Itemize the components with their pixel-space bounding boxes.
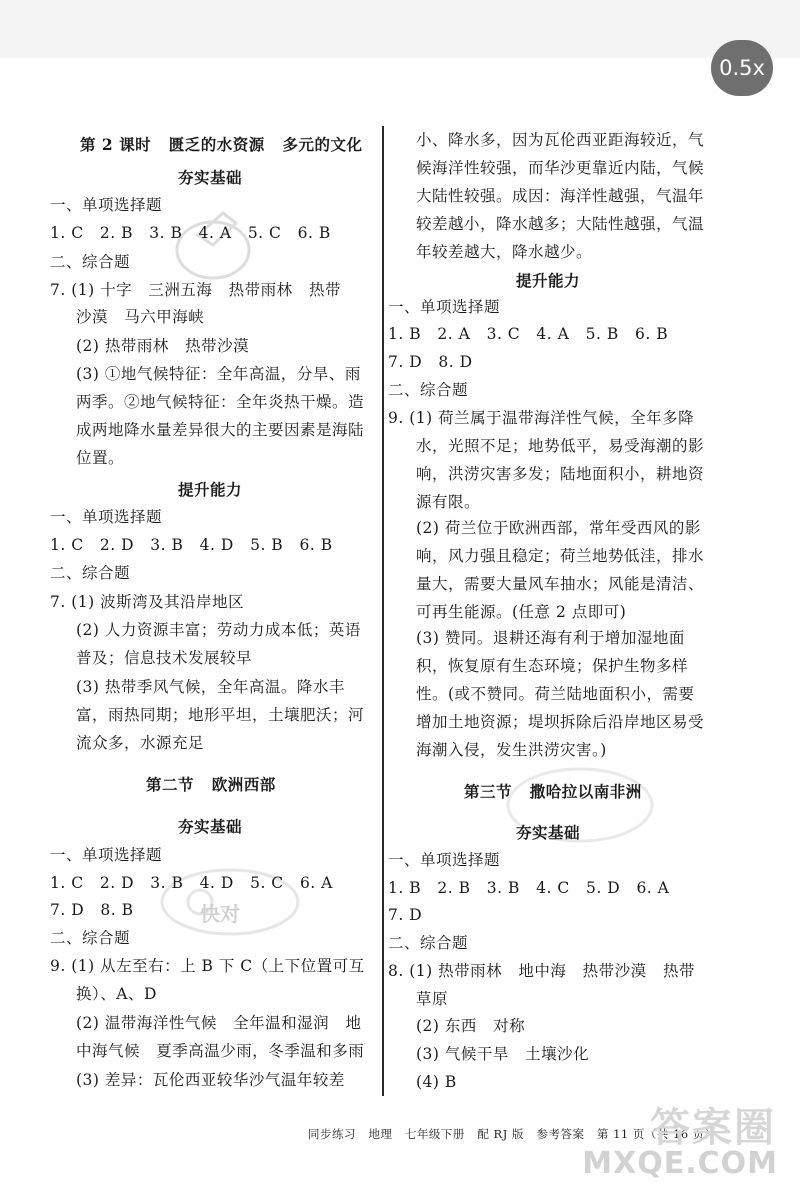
answer-line: 二、综合题 [388, 381, 469, 399]
answer-line: 1. C 2. D 3. B 4. D 5. C 6. A [50, 874, 333, 892]
section-heading: 提升能力 [516, 271, 581, 290]
answer-line: 大陆性较强。成因：海洋性越强，气温年 [416, 187, 705, 205]
answer-line: 1. C 2. B 3. B 4. A 5. C 6. B [50, 224, 331, 242]
answer-line: 中海气候 夏季高温少雨，冬季温和多雨 [76, 1042, 365, 1060]
answer-line: 水，光照不足；地势低平，易受海潮的影 [416, 437, 705, 455]
answer-line: 二、综合题 [50, 253, 131, 271]
answer-line: 7. D 8. D [388, 353, 473, 371]
answer-line: 量大，需要大量风车抽水；风能是清洁、 [416, 575, 705, 593]
answer-line: (3) 赞同。退耕还海有利于增加湿地面 [416, 629, 685, 647]
answer-line: 响，洪涝灾害多发；陆地面积小，耕地资 [416, 465, 705, 483]
answer-line: 普及；信息技术发展较早 [76, 649, 253, 667]
answer-line: (3) ①地气候特征：全年高温，分旱、雨 [76, 365, 361, 383]
answer-line: 性。(或不赞同。荷兰陆地面积小，需要 [416, 685, 695, 703]
answer-line: 成两地降水量差异很大的主要因素是海陆 [76, 421, 365, 439]
answer-line: 1. B 2. A 3. C 4. A 5. B 6. B [388, 325, 669, 343]
answer-line: (4) B [416, 1073, 457, 1091]
answer-line: 一、单项选择题 [50, 196, 163, 214]
answer-line: (3) 热带季风气候，全年高温。降水丰 [76, 678, 345, 696]
answer-line: 二、综合题 [50, 929, 131, 947]
answer-line: 较差越小，降水越多；大陆性越强，气温 [416, 215, 705, 233]
answer-line: 8. (1) 热带雨林 地中海 热带沙漠 热带 [388, 962, 695, 980]
answer-line: 一、单项选择题 [50, 846, 163, 864]
answer-line: 响，风力强且稳定；荷兰地势低洼，排水 [416, 547, 705, 565]
section-heading: 提升能力 [178, 480, 243, 499]
answer-line: 7. D 8. B [50, 901, 134, 919]
answer-line: 位置。 [76, 449, 125, 467]
kuaidui-stamp-icon [168, 205, 258, 285]
answer-line: 9. (1) 荷兰属于温带海洋性气候，全年多降 [388, 409, 695, 427]
answer-line: (2) 人力资源丰富；劳动力成本低；英语 [76, 621, 361, 639]
answer-line: 换）、A、D [76, 985, 157, 1003]
answer-line: 小、降水多，因为瓦伦西亚距海较近，气 [416, 131, 705, 149]
answer-line: 1. C 2. D 3. B 4. D 5. B 6. B [50, 536, 333, 554]
answer-line: 海潮入侵，发生洪涝灾害。) [416, 741, 607, 759]
watermark-url: MXQE.COM [582, 1146, 778, 1181]
answer-line: (2) 东西 对称 [416, 1017, 526, 1035]
answer-line: 7. D [388, 906, 423, 924]
answer-line: 二、综合题 [388, 934, 469, 952]
answer-line: 候海洋性较强，而华沙更靠近内陆，气候 [416, 159, 705, 177]
answer-line: 可再生能源。(任意 2 点即可) [416, 603, 627, 621]
section-heading: 夯实基础 [178, 168, 243, 187]
answer-line: 流众多，水源充足 [76, 734, 205, 752]
viewer-top-bar [0, 0, 800, 58]
answer-line: 9. (1) 从左至右：上 B 下 C（上下位置可互 [50, 957, 365, 975]
answer-line: 富，雨热同期；地形平坦，土壤肥沃；河 [76, 706, 365, 724]
zoom-level-button[interactable]: 0.5x [711, 40, 773, 96]
answer-line: (2) 荷兰位于欧洲西部，常年受西风的影 [416, 519, 701, 537]
watermark-brand: 答案圈 [650, 1105, 776, 1151]
kuaidui-stamp-label: 快对 [200, 902, 240, 926]
section-heading: 夯实基础 [516, 823, 581, 842]
answer-line: 年较差越大，降水越少。 [416, 243, 593, 261]
answer-line: 积，恢复原有生态环境；保护生物多样 [416, 657, 689, 675]
answer-line: 源有限。 [416, 493, 481, 511]
answer-line: (3) 气候干旱 土壤沙化 [416, 1045, 590, 1063]
chapter-section-title: 第二节 欧洲西部 [146, 775, 276, 794]
answer-line: 两季。②地气候特征：全年炎热干燥。造 [76, 393, 365, 411]
answer-line: 7. (1) 十字 三洲五海 热带雨林 热带 [50, 281, 341, 299]
chapter-section-title: 第三节 撒哈拉以南非洲 [464, 782, 642, 801]
section-heading: 夯实基础 [178, 817, 243, 836]
answer-line: 一、单项选择题 [388, 851, 501, 869]
answer-line: (2) 温带海洋性气候 全年温和湿润 地 [76, 1014, 362, 1032]
answer-line: 二、综合题 [50, 564, 131, 582]
answer-line: 1. B 2. B 3. B 4. C 5. D 6. A [388, 879, 670, 897]
answer-line: 一、单项选择题 [50, 508, 163, 526]
answer-line: 草原 [416, 990, 449, 1008]
answer-line: 7. (1) 波斯湾及其沿岸地区 [50, 593, 245, 611]
answer-line: 一、单项选择题 [388, 298, 501, 316]
answer-line: (3) 差异：瓦伦西亚较华沙气温年较差 [76, 1071, 345, 1089]
column-divider [382, 126, 384, 1096]
answer-line: (2) 热带雨林 热带沙漠 [76, 337, 250, 355]
lesson-title: 第 2 课时 匮乏的水资源 多元的文化 [80, 135, 363, 154]
answer-line: 沙漠 马六甲海峡 [76, 308, 205, 326]
answer-line: 增加土地资源；堤坝拆除后沿岸地区易受 [416, 713, 705, 731]
page-footer: 同步练习 地理 七年级下册 配 RJ 版 参考答案 第 11 页（共 16 页） [308, 1127, 717, 1141]
